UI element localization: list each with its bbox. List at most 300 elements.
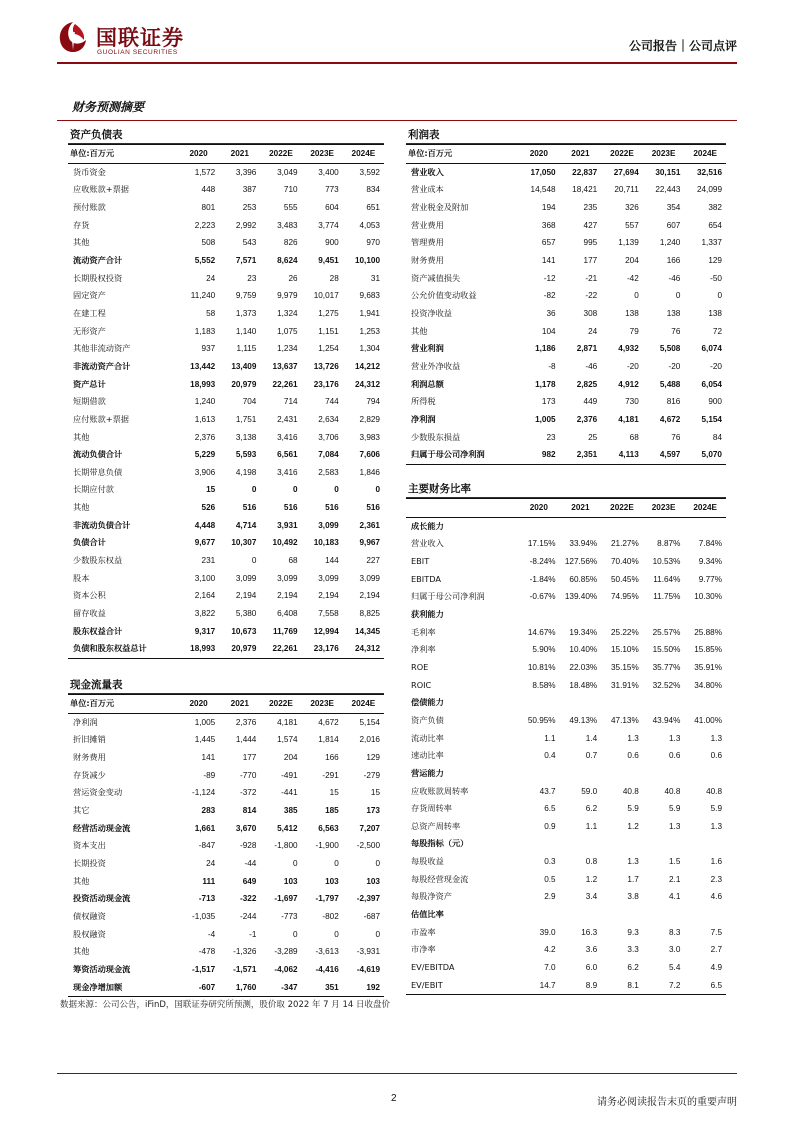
cell-value: 2,351 — [560, 446, 602, 464]
cell-value: 283 — [201, 805, 216, 815]
cell-value: 194 — [541, 202, 556, 212]
cell-value: 35.77% — [652, 662, 681, 672]
row-label: 流动资产合计 — [73, 254, 123, 265]
cell-value: -770 — [239, 770, 257, 780]
row-label: 留存收益 — [73, 608, 106, 619]
year-header: 2021 — [560, 499, 602, 518]
row-label: 负债和股东权益总计 — [68, 640, 178, 658]
cell-value: 144 — [325, 556, 339, 566]
balance-sheet-title: 资产负债表 — [68, 127, 384, 144]
year-header: 2023E — [302, 145, 343, 164]
cell-value: -1,517 — [191, 964, 216, 974]
ratios-title: 主要财务比率 — [406, 481, 726, 498]
cell-value: 6.0 — [585, 963, 598, 973]
cell-value: 557 — [625, 220, 639, 230]
table-row — [406, 199, 726, 217]
cell-value: 22,261 — [260, 640, 301, 658]
cell-value: 1,661 — [194, 823, 216, 833]
row-label: 股本 — [73, 572, 90, 583]
table-row — [406, 358, 726, 376]
cell-value: 9,451 — [318, 255, 339, 265]
table-row — [406, 588, 726, 606]
table-row — [406, 163, 726, 181]
table-row — [406, 624, 726, 642]
cell-value: 5,229 — [194, 450, 216, 460]
row-label: 资本公积 — [73, 590, 106, 601]
cell-value: 6,408 — [277, 609, 298, 619]
cell-value: 141 — [201, 752, 216, 762]
cell-value: 1,814 — [318, 735, 339, 745]
cell-value: 2,376 — [576, 414, 598, 424]
cell-value — [643, 606, 685, 624]
cell-value: 773 — [325, 185, 339, 195]
cell-value: -1,900 — [315, 841, 339, 851]
cell-value: 127.56% — [564, 556, 598, 566]
cell-value: 8.3 — [668, 927, 681, 937]
cell-value: 0 — [251, 556, 257, 566]
cell-value: -1,035 — [191, 911, 216, 921]
table-row — [406, 606, 726, 624]
cash-flow-title: 现金流量表 — [68, 677, 384, 694]
cell-value: 1,253 — [359, 326, 380, 336]
row-label: 流动比率 — [411, 732, 444, 743]
row-label: 筹资活动现金流 — [73, 963, 131, 974]
cell-value: 1,574 — [277, 735, 298, 745]
row-label: 其他 — [73, 237, 90, 248]
cell-value: 3,931 — [277, 520, 298, 530]
cell-value: 1.5 — [668, 857, 681, 867]
table-row — [68, 499, 384, 517]
cell-value: 516 — [242, 503, 257, 513]
row-label: 成长能力 — [411, 520, 444, 531]
cell-value: 3,049 — [277, 167, 298, 177]
table-row — [406, 906, 726, 924]
cell-value: 173 — [541, 397, 556, 407]
cell-value: 427 — [583, 220, 598, 230]
cell-value: 2,431 — [277, 414, 298, 424]
row-label: 营业费用 — [411, 219, 444, 230]
cell-value: 937 — [201, 344, 216, 354]
cell-value: 6.2 — [627, 963, 639, 973]
cell-value: 15 — [370, 788, 380, 798]
cell-value: 3,483 — [277, 220, 298, 230]
cell-value: 1,324 — [277, 308, 298, 318]
cell-value: 1,240 — [659, 238, 681, 248]
cell-value: 2.9 — [544, 892, 556, 902]
cell-value: 3.0 — [668, 945, 681, 955]
cell-value: 1,760 — [219, 979, 260, 997]
row-label: 每股收益 — [411, 856, 444, 867]
cell-value: 40.8 — [622, 786, 639, 796]
cell-value: 8.58% — [532, 680, 556, 690]
table-row — [406, 411, 726, 429]
cell-value: 68 — [629, 432, 639, 442]
cell-value: 1.3 — [668, 821, 681, 831]
cell-value: 6,054 — [701, 379, 722, 389]
cell-value — [601, 517, 643, 535]
row-label: 净利率 — [411, 644, 436, 655]
table-row — [68, 623, 384, 641]
cell-value: 0 — [293, 485, 298, 495]
cell-value: -847 — [198, 841, 216, 851]
cell-value: 3,592 — [359, 167, 380, 177]
cell-value: -244 — [239, 911, 257, 921]
table-row — [68, 517, 384, 535]
table-row — [406, 730, 726, 748]
cell-value: -46 — [668, 273, 681, 283]
year-header: 2023E — [302, 695, 343, 714]
section-title: 财务预测摘要 — [72, 100, 145, 114]
cell-value — [560, 765, 602, 783]
cell-value: 7,207 — [359, 823, 380, 833]
row-label: 市盈率 — [411, 926, 436, 937]
cell-value: 1.2 — [585, 874, 598, 884]
table-row — [406, 517, 726, 535]
cell-value: 382 — [708, 202, 722, 212]
cell-value: 814 — [242, 805, 257, 815]
cell-value: 3.6 — [585, 945, 598, 955]
cell-value: 21.27% — [611, 539, 639, 549]
table-row — [406, 323, 726, 341]
cell-value: 3,416 — [277, 432, 298, 442]
cell-value: -21 — [585, 273, 598, 283]
cell-value: 4.6 — [710, 892, 722, 902]
cell-value: 23 — [247, 273, 257, 283]
cell-value: 18,421 — [572, 185, 598, 195]
cell-value: 0.6 — [627, 751, 639, 761]
cell-value: 13,726 — [313, 361, 339, 371]
cell-value: 3,396 — [235, 167, 257, 177]
cell-value: 0.8 — [585, 857, 598, 867]
cell-value: 4.9 — [710, 963, 722, 973]
cell-value: 1,941 — [359, 308, 380, 318]
table-row — [68, 587, 384, 605]
cell-value: 76 — [671, 432, 681, 442]
cell-value: 0 — [251, 485, 257, 495]
cell-value: 60.85% — [569, 574, 598, 584]
row-label: 流动负债合计 — [73, 449, 123, 460]
cell-value: 7,606 — [359, 450, 380, 460]
cell-value: 354 — [666, 202, 681, 212]
cell-value: 351 — [302, 979, 343, 997]
cell-value: 1.7 — [627, 874, 639, 884]
cell-value: 20,979 — [231, 379, 257, 389]
row-label: 利润总额 — [411, 378, 444, 389]
cell-value: -1,797 — [315, 894, 339, 904]
cell-value: 9.34% — [698, 556, 722, 566]
cell-value: 1.3 — [710, 733, 722, 743]
cell-value: 526 — [201, 503, 216, 513]
cell-value: 3,416 — [277, 467, 298, 477]
cell-value: -3,931 — [356, 947, 380, 957]
row-label: 存货 — [73, 219, 90, 230]
table-row — [68, 890, 384, 908]
cell-value: 139.40% — [564, 592, 598, 602]
cell-value: 1,613 — [194, 414, 216, 424]
row-label: 获利能力 — [411, 608, 444, 619]
cell-value: 129 — [708, 255, 722, 265]
cell-value: -687 — [363, 911, 380, 921]
cell-value: -3,613 — [315, 947, 339, 957]
cell-value: 4,932 — [618, 344, 639, 354]
row-label: 营业收入 — [411, 166, 444, 177]
year-header: 2021 — [219, 695, 260, 714]
cell-value: 326 — [625, 202, 639, 212]
cell-value: 4,198 — [235, 467, 257, 477]
cell-value: 22,261 — [272, 379, 298, 389]
table-row — [406, 959, 726, 977]
cell-value: 25 — [588, 432, 598, 442]
cell-value: 3,400 — [318, 167, 339, 177]
page-number: 2 — [391, 1093, 397, 1104]
cell-value: 141 — [541, 255, 556, 265]
cell-value: 3,099 — [359, 573, 380, 583]
row-label: 投资活动现金流 — [73, 893, 131, 904]
cell-value: -42 — [626, 273, 639, 283]
cell-value: 0.9 — [544, 821, 556, 831]
cell-value: 22,837 — [572, 167, 598, 177]
income-statement-table — [406, 127, 726, 465]
cell-value: 1.2 — [627, 821, 639, 831]
cell-value: 5,508 — [659, 344, 681, 354]
table-row — [406, 800, 726, 818]
cell-value: 43.94% — [652, 715, 681, 725]
cell-value: 32.52% — [652, 680, 681, 690]
cell-value: 41.00% — [694, 715, 722, 725]
table-row — [406, 747, 726, 765]
cell-value: 1,275 — [318, 308, 339, 318]
cell-value: 24 — [206, 273, 216, 283]
cell-value: 1,178 — [535, 379, 556, 389]
cell-value — [518, 906, 560, 924]
cell-value: 3.3 — [627, 945, 639, 955]
cell-value: 543 — [242, 238, 257, 248]
cell-value: -20 — [668, 361, 681, 371]
cell-value: 3,099 — [277, 573, 298, 583]
cell-value: 10,492 — [272, 538, 298, 548]
table-row — [68, 570, 384, 588]
cell-value: 1,444 — [235, 735, 257, 745]
cell-value — [560, 835, 602, 853]
cell-value: 50.95% — [527, 715, 556, 725]
cell-value — [518, 606, 560, 624]
row-label: 营业利润 — [411, 343, 444, 354]
row-label: 归属于母公司净利润 — [406, 446, 518, 464]
cell-value: 657 — [541, 238, 556, 248]
row-label: 财务费用 — [73, 751, 106, 762]
cell-value: -20 — [626, 361, 639, 371]
cell-value: 111 — [202, 876, 216, 886]
guolian-logo-icon — [57, 20, 89, 54]
row-label: 速动比率 — [411, 750, 444, 761]
cell-value: 5,552 — [194, 255, 216, 265]
cell-value: 30,151 — [655, 167, 681, 177]
cell-value: 3,822 — [194, 609, 216, 619]
table-row — [406, 835, 726, 853]
cell-value: 1,304 — [359, 344, 380, 354]
table-row — [406, 765, 726, 783]
year-header: 2022E — [260, 695, 301, 714]
cell-value: 2,992 — [235, 220, 257, 230]
cell-value: 834 — [366, 185, 380, 195]
row-label: 经营活动现金流 — [73, 822, 131, 833]
cell-value: 5,154 — [359, 717, 380, 727]
cell-value: 0.3 — [544, 857, 556, 867]
cell-value: 3,099 — [318, 573, 339, 583]
row-label: 投资净收益 — [411, 307, 452, 318]
table-row — [68, 217, 384, 235]
cell-value: 33.94% — [569, 539, 598, 549]
row-label: 无形资产 — [73, 325, 106, 336]
unit-label: 单位:百万元 — [68, 695, 178, 714]
cell-value: 10.30% — [694, 592, 722, 602]
cell-value: 2,583 — [318, 467, 339, 477]
cell-value — [684, 694, 726, 712]
table-row — [68, 640, 384, 658]
cell-value: 7.5 — [710, 927, 722, 937]
cell-value: -441 — [281, 788, 298, 798]
cell-value — [684, 765, 726, 783]
cell-value: 11,769 — [272, 626, 298, 636]
year-header: 2024E — [684, 145, 726, 164]
table-row — [68, 979, 384, 997]
year-header: 2020 — [178, 695, 219, 714]
logo-text-cn: 国联证券 — [96, 26, 184, 50]
cell-value: 1.4 — [585, 733, 598, 743]
table-row — [406, 252, 726, 270]
table-row — [68, 837, 384, 855]
cell-value: 516 — [366, 503, 380, 513]
cell-value: 4,912 — [618, 379, 639, 389]
cell-value: 3,906 — [194, 467, 216, 477]
cell-value: 982 — [518, 446, 560, 464]
cell-value: 5,380 — [235, 609, 257, 619]
cell-value: 24,099 — [696, 185, 722, 195]
row-label: 其他 — [411, 325, 428, 336]
table-row — [68, 767, 384, 785]
cell-value: 39.0 — [539, 927, 556, 937]
cell-value: 18,993 — [190, 379, 216, 389]
cell-value: 10.53% — [652, 556, 681, 566]
ratios-grid — [406, 498, 726, 995]
cell-value: 2,016 — [359, 735, 380, 745]
cell-value: 6.2 — [585, 804, 598, 814]
cell-value: 177 — [583, 255, 598, 265]
year-header: 2024E — [684, 499, 726, 518]
cell-value: 2,361 — [359, 520, 380, 530]
cell-value: 14,548 — [530, 185, 556, 195]
cell-value: 4,672 — [659, 414, 681, 424]
row-label: 长期股权投资 — [73, 272, 123, 283]
table-row — [406, 305, 726, 323]
year-header: 2020 — [178, 145, 219, 164]
cell-value: 13,409 — [231, 361, 257, 371]
table-row — [406, 429, 726, 447]
row-label: 每股经营现金流 — [411, 873, 469, 884]
cell-value: 704 — [242, 397, 257, 407]
year-header: 2020 — [518, 145, 560, 164]
cell-value — [601, 765, 643, 783]
cell-value: 9,979 — [277, 291, 298, 301]
cell-value: 28 — [329, 273, 339, 283]
cell-value: 192 — [343, 979, 384, 997]
table-row — [68, 731, 384, 749]
cell-value: 654 — [708, 220, 722, 230]
cell-value: 20,979 — [219, 640, 260, 658]
cell-value: 5.9 — [627, 804, 639, 814]
cell-value — [518, 765, 560, 783]
cell-value: 3,983 — [359, 432, 380, 442]
cell-value: 4,448 — [194, 520, 216, 530]
cell-value: 15.85% — [694, 645, 722, 655]
cell-value: 14.7 — [518, 977, 560, 995]
row-label: 股东权益合计 — [73, 625, 123, 636]
table-row — [406, 553, 726, 571]
cell-value: 10,307 — [231, 538, 257, 548]
cell-value: -372 — [239, 788, 257, 798]
cell-value: 59.0 — [581, 786, 598, 796]
table-row — [68, 464, 384, 482]
cell-value: -4,619 — [356, 964, 380, 974]
cell-value: 7,558 — [318, 609, 339, 619]
cell-value — [560, 606, 602, 624]
row-label: 折旧摊销 — [73, 734, 106, 745]
table-row — [406, 234, 726, 252]
table-row — [406, 924, 726, 942]
cell-value: 5,488 — [659, 379, 681, 389]
cell-value: 3,099 — [318, 520, 339, 530]
cell-value: 22.03% — [569, 662, 598, 672]
row-label: EBITDA — [411, 573, 441, 584]
footer-divider — [57, 1073, 737, 1074]
table-row — [406, 694, 726, 712]
cell-value — [601, 906, 643, 924]
row-label: 其他 — [73, 431, 90, 442]
cell-value: 19.34% — [569, 627, 598, 637]
cell-value: 801 — [201, 202, 216, 212]
cell-value: 1,186 — [535, 344, 556, 354]
cell-value — [601, 606, 643, 624]
cell-value: 2,164 — [194, 591, 216, 601]
cell-value: 25.57% — [652, 627, 681, 637]
cell-value: 1.3 — [710, 821, 722, 831]
row-label: 市净率 — [411, 944, 436, 955]
data-source-note: 数据来源：公司公告，iFinD，国联证券研究所预测，股价取 2022 年 7 月 14 日收盘价 — [60, 1000, 390, 1010]
cell-value: 9,967 — [359, 538, 380, 548]
cell-value: 2,634 — [318, 414, 339, 424]
cell-value — [560, 517, 602, 535]
cell-value: 31.91% — [611, 680, 639, 690]
cell-value — [560, 906, 602, 924]
table-row — [406, 818, 726, 836]
logo-text-en: GUOLIAN SECURITIES — [97, 49, 178, 56]
cell-value: -279 — [363, 770, 380, 780]
table-row — [68, 446, 384, 464]
cell-value: 103 — [325, 876, 339, 886]
year-header: 2024E — [343, 695, 384, 714]
cell-value: -1,800 — [274, 841, 298, 851]
table-row — [406, 376, 726, 394]
row-label: 长期投资 — [73, 857, 106, 868]
row-label: 净利润 — [411, 413, 436, 424]
row-label: 资产减值损失 — [411, 272, 461, 283]
cell-value: -89 — [203, 770, 216, 780]
cell-value: 9,677 — [194, 538, 216, 548]
cell-value: -347 — [260, 979, 301, 997]
cell-value: 0 — [675, 291, 681, 301]
cell-value: 3,100 — [194, 573, 216, 583]
cell-value: 1,140 — [235, 326, 257, 336]
